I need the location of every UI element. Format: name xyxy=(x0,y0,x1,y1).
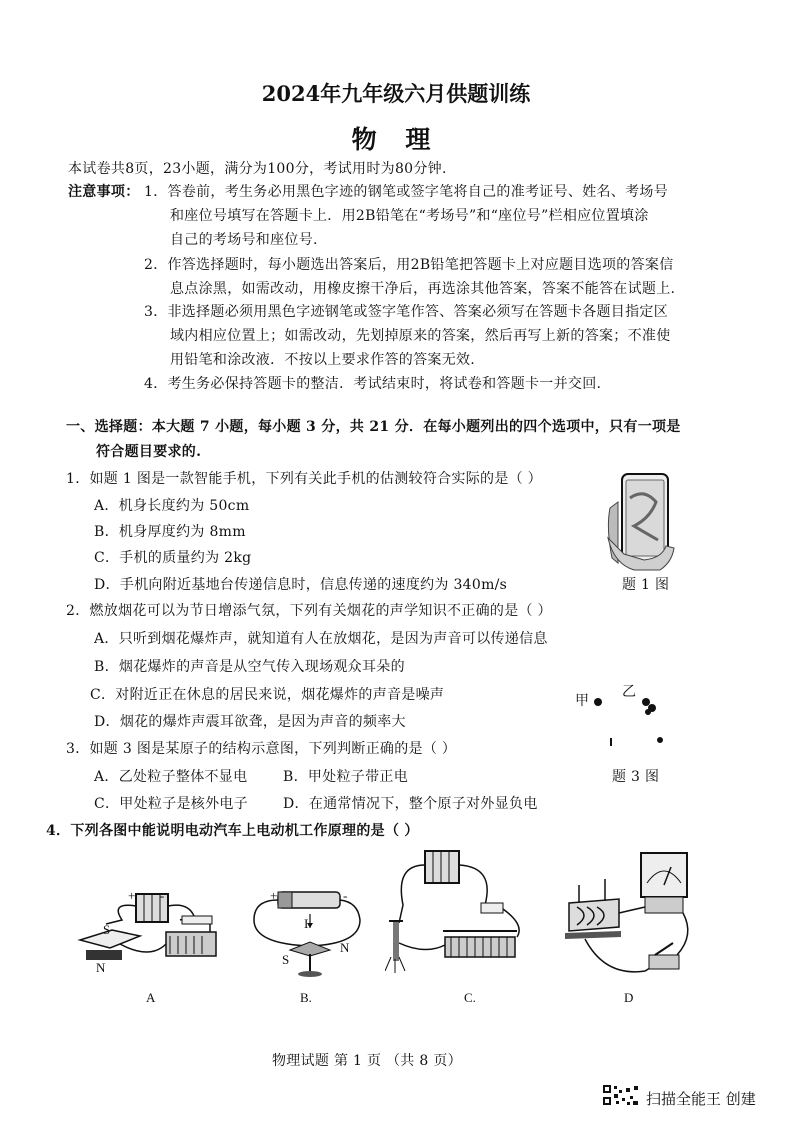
q2-option-c: C．对附近正在休息的居民来说，烟花爆炸的声音是噪声 xyxy=(90,687,445,703)
fig-a-minus: - xyxy=(160,888,165,903)
note-2-line-2: 息点涂黑，如需改动，用橡皮擦干净后，再选涂其他答案，答案不能答在试题上. xyxy=(170,281,676,297)
note-2-line-1: 2．作答选择题时，每小题选出答案后，用2B铅笔把答题卡上对应题目选项的答案信 xyxy=(144,257,674,273)
fig-b-n-pole: N xyxy=(340,940,350,955)
fig-d-label: D xyxy=(624,990,634,1005)
q1-option-c: C．手机的质量约为 2kg xyxy=(94,550,252,566)
note-3-line-1: 3．非选择题必须用黑色字迹钢笔或签字笔作答、答案必须写在答题卡各题目指定区 xyxy=(144,304,669,320)
electron-dot xyxy=(657,737,663,743)
exam-intro: 本试卷共8页，23小题，满分为100分，考试用时为80分钟. xyxy=(68,161,447,177)
qr-code-icon xyxy=(602,1084,640,1106)
electromagnet-figure-c xyxy=(385,845,535,985)
q4-stem: 4．下列各图中能说明电动汽车上电动机工作原理的是（ ） xyxy=(46,823,419,839)
q3-option-b: B．甲处粒子带正电 xyxy=(283,769,408,785)
fig-b-plus: + xyxy=(270,888,278,903)
q1-option-d: D．手机向附近基地台传递信息时，信息传递的速度约为 340m/s xyxy=(94,577,508,593)
fig-b-current: I xyxy=(304,916,309,931)
section-1-heading: 一、选择题：本大题 7 小题，每小题 3 分，共 21 分．在每小题列出的四个选项中，只有一项是 xyxy=(66,419,681,435)
fig-b-s-pole: S xyxy=(282,952,290,967)
nucleus-particle xyxy=(645,709,651,715)
fig-c-label: C. xyxy=(464,990,476,1005)
note-3-line-2: 域内相应位置上；如需改动，先划掉原来的答案，然后再写上新的答案；不准使 xyxy=(170,328,671,344)
q2-option-d: D．烟花的爆炸声震耳欲聋，是因为声音的频率大 xyxy=(94,714,406,730)
fig-a-label: A xyxy=(146,990,156,1005)
exam-title: 2024年九年级六月供题训练 xyxy=(261,81,531,106)
note-1-line-2: 和座位号填写在答题卡上．用2B铅笔在“考场号”和“座位号”栏相应位置填涂 xyxy=(170,208,649,224)
notes-label: 注意事项： xyxy=(68,184,140,200)
q1-option-b: B．机身厚度约为 8mm xyxy=(94,524,246,540)
q1-stem: 1．如题 1 图是一款智能手机，下列有关此手机的估测较符合实际的是（ ） xyxy=(66,471,542,487)
circuit-figure-a xyxy=(70,880,230,980)
q1-figure-caption: 题 1 图 xyxy=(622,577,670,593)
note-1-line-1: 1．答卷前，考生务必用黑色字迹的钢笔或签字笔将自己的准考证号、姓名、考场号 xyxy=(144,184,669,200)
q3-option-d: D．在通常情况下，整个原子对外显负电 xyxy=(283,796,538,812)
phone-figure xyxy=(604,468,682,572)
subject-title: 物 理 xyxy=(351,125,441,154)
q3-figure-caption: 题 3 图 xyxy=(612,769,660,785)
generator-figure-d xyxy=(565,845,715,985)
q2-stem: 2．燃放烟花可以为节日增添气氛，下列有关烟花的声学知识不正确的是（ ） xyxy=(66,603,552,619)
fig-a-s-pole: S xyxy=(103,922,111,937)
note-3-line-3: 用铅笔和涂改液．不按以上要求作答的答案无效. xyxy=(170,352,476,368)
q1-option-a: A．机身长度约为 50cm xyxy=(94,498,250,514)
atom-label-yi: 乙 xyxy=(622,684,637,700)
electron-dot xyxy=(594,698,602,706)
q3-option-a: A．乙处粒子整体不显电 xyxy=(94,769,248,785)
q2-option-a: A．只听到烟花爆炸声，就知道有人在放烟花，是因为声音可以传递信息 xyxy=(94,631,548,647)
q3-stem: 3．如题 3 图是某原子的结构示意图，下列判断正确的是（ ） xyxy=(66,741,457,757)
atom-figure xyxy=(590,680,670,750)
page-footer: 物理试题 第 1 页 （共 8 页） xyxy=(272,1053,462,1069)
q3-option-c: C．甲处粒子是核外电子 xyxy=(94,796,249,812)
scanner-watermark: 扫描全能王 创建 xyxy=(646,1090,756,1108)
note-4-line-1: 4．考生务必保持答题卡的整洁．考试结束时，将试卷和答题卡一并交回. xyxy=(144,376,602,392)
nucleus-particle xyxy=(642,698,650,706)
oersted-figure-b xyxy=(250,880,370,980)
fig-b-minus: - xyxy=(343,888,348,903)
atom-label-jia: 甲 xyxy=(575,693,590,709)
note-1-line-3: 自己的考场号和座位号. xyxy=(170,232,318,248)
q2-option-b: B．烟花爆炸的声音是从空气传入现场观众耳朵的 xyxy=(94,659,405,675)
fig-a-n-pole: N xyxy=(96,960,106,975)
section-1-heading-cont: 符合题目要求的. xyxy=(96,444,202,460)
fig-b-label: B. xyxy=(300,990,312,1005)
fig-a-plus: + xyxy=(128,888,136,903)
